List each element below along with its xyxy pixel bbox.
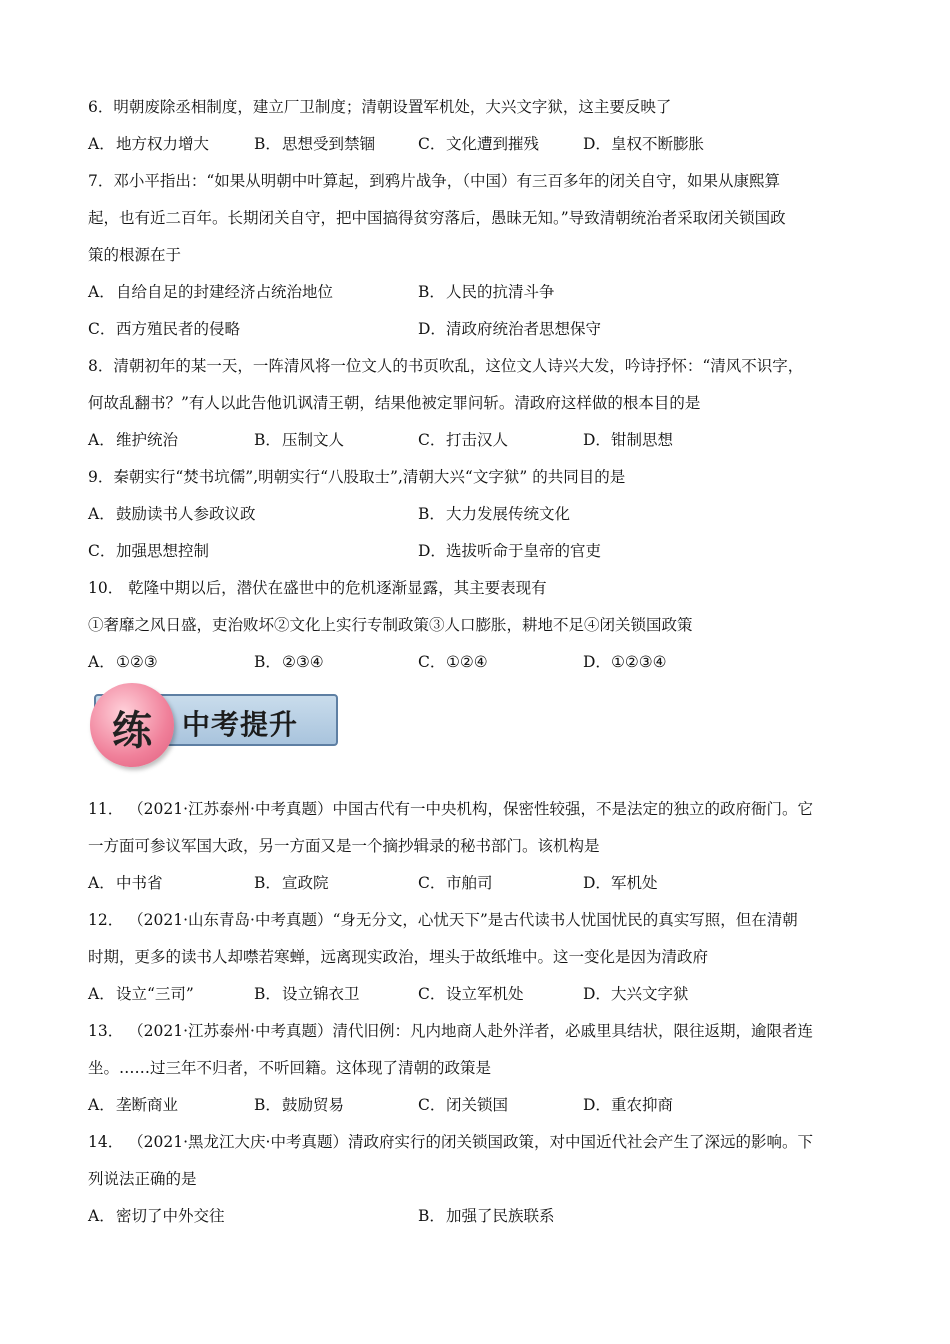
option bbox=[418, 317, 601, 339]
option-text: 清政府统治者思想保守 bbox=[446, 320, 602, 338]
question-14-line-2: 列说法正确的是 bbox=[88, 1170, 197, 1188]
option-key: A． bbox=[88, 1096, 115, 1114]
option-key: A． bbox=[88, 653, 115, 671]
option bbox=[254, 1093, 344, 1115]
option-key: B． bbox=[418, 505, 445, 523]
option bbox=[583, 428, 673, 450]
option-key: D． bbox=[583, 653, 611, 671]
question-12-line-1: 12． （2021·山东青岛·中考真题）“身无分文，心忧天下”是古代读书人忧国忧民的真实写照，但在清朝 bbox=[88, 911, 798, 929]
option bbox=[88, 871, 163, 893]
question-9-line-1: 9．秦朝实行“焚书坑儒”,明朝实行“八股取士”,清朝大兴“文字狱” 的共同目的是 bbox=[88, 468, 626, 486]
option bbox=[418, 650, 488, 672]
option-key: B． bbox=[254, 653, 281, 671]
option bbox=[583, 1093, 673, 1115]
option-text: 闭关锁国 bbox=[446, 1096, 509, 1114]
option-text: 宣政院 bbox=[282, 874, 329, 892]
option-key: C． bbox=[418, 135, 446, 153]
banner-char: 练 bbox=[112, 708, 152, 754]
option-key: A． bbox=[88, 1207, 115, 1225]
question-10-line-2: ①奢靡之风日盛，吏治败坏②文化上实行专制政策③人口膨胀，耕地不足④闭关锁国政策 bbox=[88, 616, 693, 634]
option bbox=[418, 982, 524, 1004]
option-key: C． bbox=[418, 874, 446, 892]
option-key: B． bbox=[254, 431, 281, 449]
option-key: A． bbox=[88, 874, 115, 892]
option-key: D． bbox=[418, 320, 446, 338]
option-text: 思想受到禁锢 bbox=[282, 135, 376, 153]
option-text: 选拔听命于皇帝的官吏 bbox=[446, 542, 602, 560]
option-text: 加强思想控制 bbox=[116, 542, 210, 560]
option-key: A． bbox=[88, 505, 115, 523]
option bbox=[88, 1093, 178, 1115]
option-key: B． bbox=[418, 1207, 445, 1225]
option bbox=[88, 428, 178, 450]
question-13-line-1: 13． （2021·江苏泰州·中考真题）清代旧例：凡内地商人赴外洋者，必戚里具结状，限往返期，逾限者连 bbox=[88, 1022, 813, 1040]
option-text: ①②③④ bbox=[611, 653, 667, 671]
option-text: ②③④ bbox=[282, 653, 324, 671]
option-key: B． bbox=[418, 283, 445, 301]
option-key: D． bbox=[583, 874, 611, 892]
option-text: 维护统治 bbox=[116, 431, 179, 449]
option bbox=[583, 982, 689, 1004]
option-key: C． bbox=[418, 431, 446, 449]
option bbox=[418, 428, 508, 450]
option-key: C． bbox=[88, 542, 116, 560]
option-text: 钳制思想 bbox=[611, 431, 674, 449]
option-text: 市舶司 bbox=[446, 874, 493, 892]
option bbox=[583, 650, 667, 672]
option-key: A． bbox=[88, 283, 115, 301]
option bbox=[88, 317, 240, 339]
option-key: B． bbox=[254, 985, 281, 1003]
option-text: 密切了中外交往 bbox=[116, 1207, 225, 1225]
section-banner bbox=[88, 683, 340, 775]
option bbox=[254, 650, 324, 672]
question-6-line-1: 6．明朝废除丞相制度，建立厂卫制度；清朝设置军机处，大兴文字狱，这主要反映了 bbox=[88, 98, 672, 116]
option-key: D． bbox=[418, 542, 446, 560]
question-14-line-1: 14． （2021·黑龙江大庆·中考真题）清政府实行的闭关锁国政策，对中国近代社会产生了深远的影响。下 bbox=[88, 1133, 813, 1151]
question-13-line-2: 坐。……过三年不归者，不听回籍。这体现了清朝的政策是 bbox=[88, 1059, 492, 1077]
option-text: 压制文人 bbox=[282, 431, 345, 449]
option-text: 西方殖民者的侵略 bbox=[116, 320, 241, 338]
option-key: A． bbox=[88, 135, 115, 153]
option-key: B． bbox=[254, 135, 281, 153]
option bbox=[418, 871, 493, 893]
option bbox=[88, 502, 256, 524]
option bbox=[418, 1204, 555, 1226]
question-7-line-2: 起，也有近二百年。长期闭关自守，把中国搞得贫穷落后，愚昧无知。”导致清朝统治者采取闭关锁国政 bbox=[88, 209, 786, 227]
option-text: 皇权不断膨胀 bbox=[611, 135, 705, 153]
option bbox=[583, 871, 658, 893]
option-text: 鼓励读书人参政议政 bbox=[116, 505, 256, 523]
question-8-line-2: 何故乱翻书？”有人以此告他讥讽清王朝，结果他被定罪问斩。清政府这样做的根本目的是 bbox=[88, 394, 701, 412]
option-text: 文化遭到摧残 bbox=[446, 135, 540, 153]
question-12-line-2: 时期，更多的读书人却噤若寒蝉，远离现实政治，埋头于故纸堆中。这一变化是因为清政府 bbox=[88, 948, 709, 966]
option bbox=[254, 132, 375, 154]
option bbox=[88, 1204, 225, 1226]
option-text: 重农抑商 bbox=[611, 1096, 674, 1114]
option bbox=[254, 982, 360, 1004]
option-key: C． bbox=[418, 985, 446, 1003]
option-key: A． bbox=[88, 985, 115, 1003]
option-text: 中书省 bbox=[116, 874, 163, 892]
option-text: 军机处 bbox=[611, 874, 658, 892]
option-key: C． bbox=[418, 1096, 446, 1114]
banner-title: 中考提升 bbox=[182, 708, 299, 741]
option-text: 设立锦衣卫 bbox=[282, 985, 360, 1003]
option-text: ①②③ bbox=[116, 653, 158, 671]
question-10-line-1: 10． 乾隆中期以后，潜伏在盛世中的危机逐渐显露，其主要表现有 bbox=[88, 579, 547, 597]
option-key: D． bbox=[583, 135, 611, 153]
option bbox=[418, 132, 539, 154]
question-8-line-1: 8．清朝初年的某一天，一阵清风将一位文人的书页吹乱，这位文人诗兴大发，吟诗抒怀：“清风不识字， bbox=[88, 357, 804, 375]
option-text: ①②④ bbox=[446, 653, 488, 671]
question-11-line-2: 一方面可参议军国大政，另一方面又是一个摘抄辑录的秘书部门。该机构是 bbox=[88, 837, 600, 855]
option bbox=[88, 539, 209, 561]
question-7-line-3: 策的根源在于 bbox=[88, 246, 182, 264]
option-text: 大力发展传统文化 bbox=[446, 505, 571, 523]
option bbox=[254, 428, 344, 450]
option-text: 大兴文字狱 bbox=[611, 985, 689, 1003]
option-key: D． bbox=[583, 985, 611, 1003]
option bbox=[88, 132, 209, 154]
option bbox=[88, 650, 158, 672]
option-key: B． bbox=[254, 1096, 281, 1114]
option-text: 人民的抗清斗争 bbox=[446, 283, 555, 301]
option bbox=[418, 280, 555, 302]
option bbox=[418, 1093, 508, 1115]
option-key: D． bbox=[583, 431, 611, 449]
option-text: 垄断商业 bbox=[116, 1096, 179, 1114]
option-key: B． bbox=[254, 874, 281, 892]
question-7-line-1: 7．邓小平指出：“如果从明朝中叶算起，到鸦片战争，（中国）有三百多年的闭关自守，如果从康熙算 bbox=[88, 172, 781, 190]
option bbox=[418, 502, 570, 524]
option-text: 鼓励贸易 bbox=[282, 1096, 345, 1114]
option bbox=[583, 132, 704, 154]
option-text: 加强了民族联系 bbox=[446, 1207, 555, 1225]
option-key: C． bbox=[88, 320, 116, 338]
option bbox=[418, 539, 601, 561]
option-text: 设立“三司” bbox=[116, 985, 194, 1003]
option bbox=[254, 871, 329, 893]
option bbox=[88, 280, 333, 302]
option bbox=[88, 982, 194, 1004]
option-text: 设立军机处 bbox=[446, 985, 524, 1003]
option-key: D． bbox=[583, 1096, 611, 1114]
option-text: 自给自足的封建经济占统治地位 bbox=[116, 283, 334, 301]
option-key: A． bbox=[88, 431, 115, 449]
option-text: 地方权力增大 bbox=[116, 135, 210, 153]
question-11-line-1: 11． （2021·江苏泰州·中考真题）中国古代有一中央机构，保密性较强，不是法定的独立的政府衙门。它 bbox=[88, 800, 813, 818]
option-text: 打击汉人 bbox=[446, 431, 509, 449]
option-key: C． bbox=[418, 653, 446, 671]
